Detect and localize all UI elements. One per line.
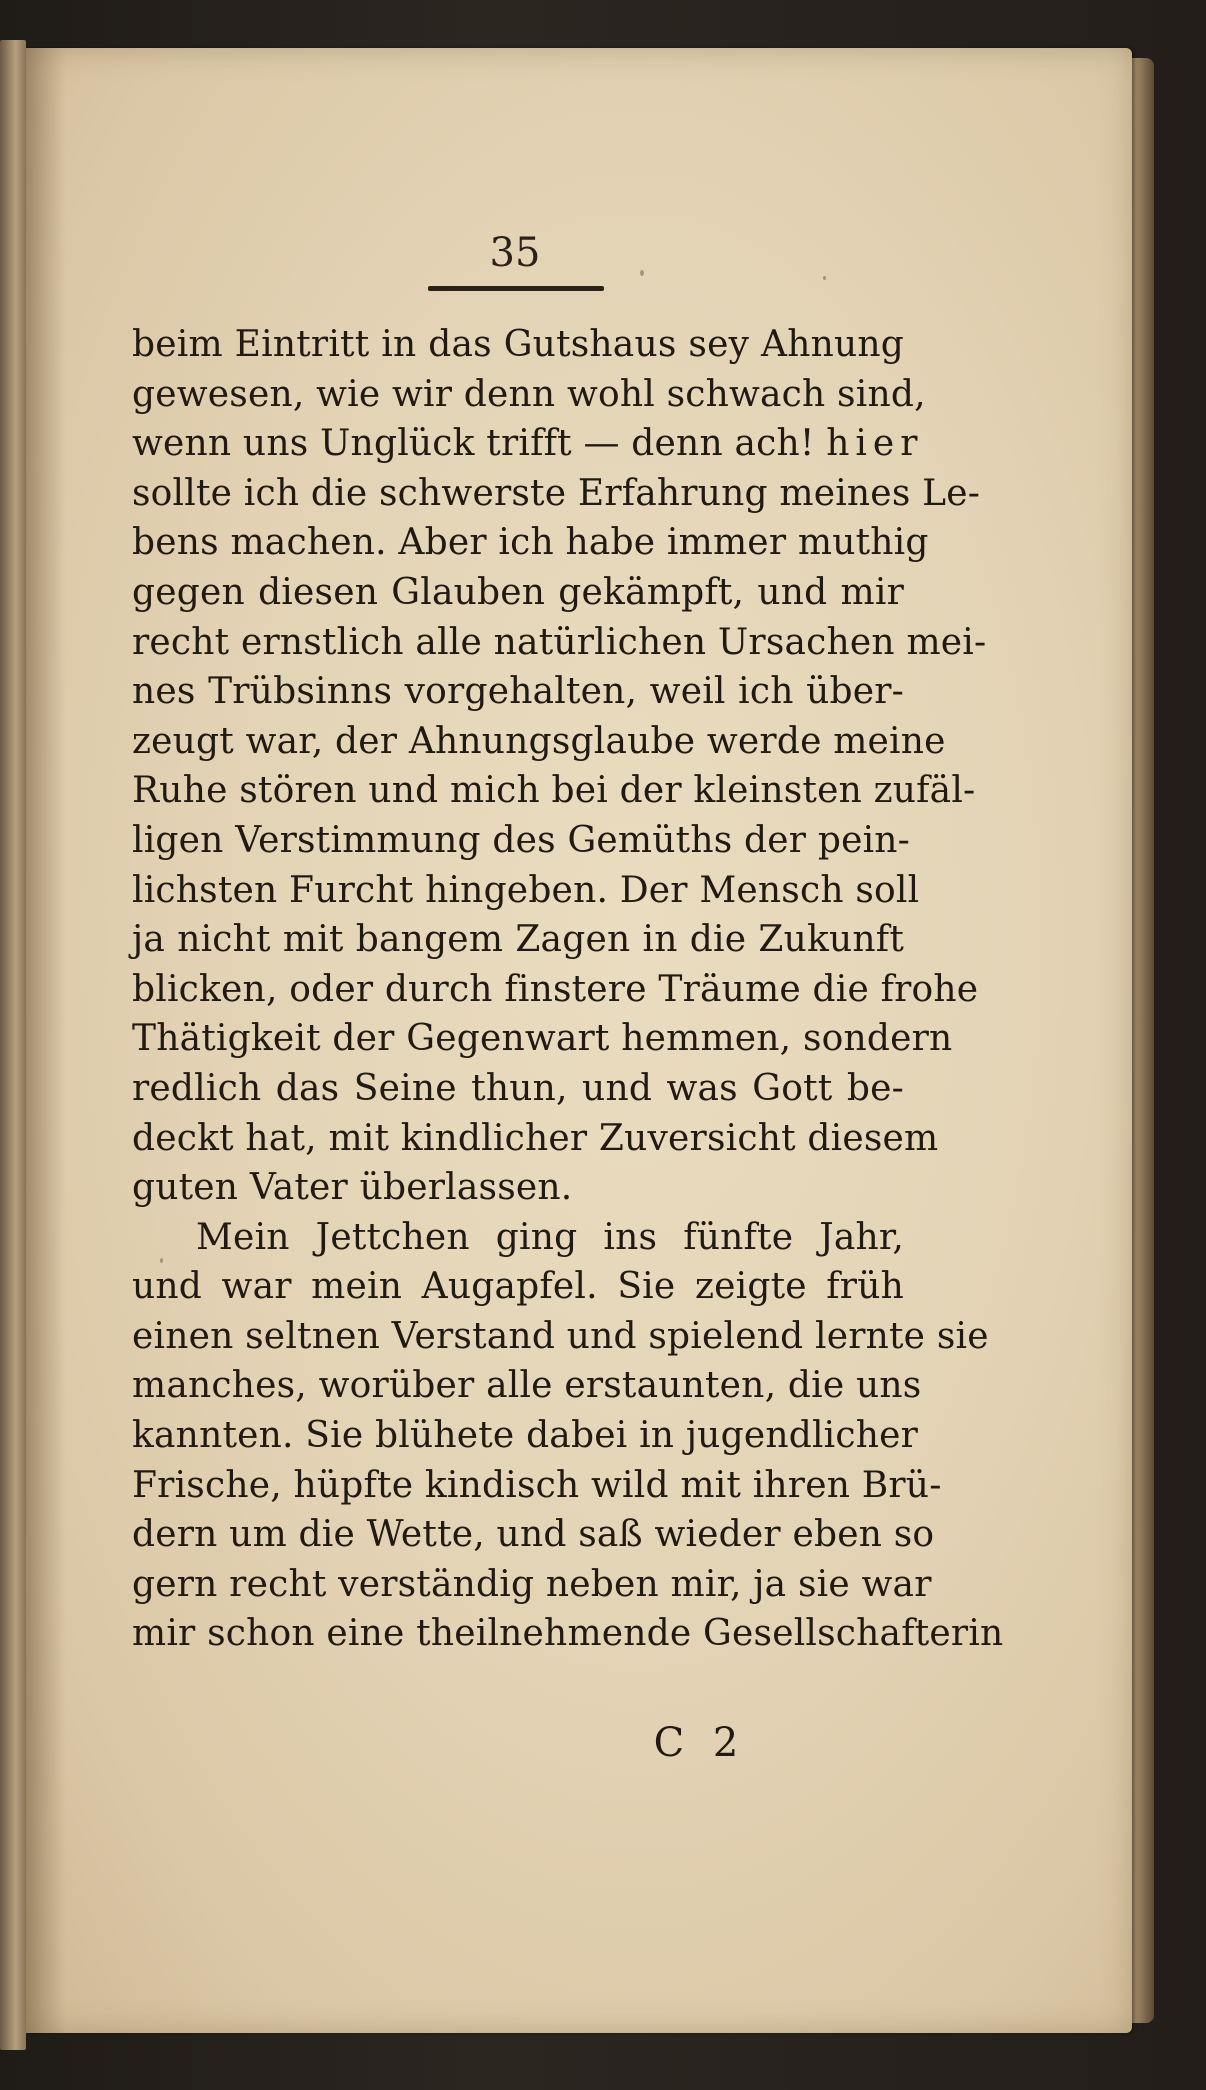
text-line: gegen diesen Glauben gekämpft, und mir: [132, 571, 904, 613]
text-line: wenn uns Unglück trifft — denn ach! hier: [132, 423, 924, 465]
facing-page-edge: [0, 40, 26, 2050]
text-line: Ruhe stören und mich bei der kleinsten zufäl-: [132, 770, 976, 812]
paragraph-end-line: guten Vater überlassen.: [132, 1167, 573, 1209]
text-line: redlich das Seine thun, und was Gott be-: [132, 1067, 904, 1109]
text-line: blicken, oder durch finstere Träume die frohe: [132, 968, 979, 1010]
text-line: gewesen, wie wir denn wohl schwach sind,: [132, 373, 926, 415]
body-text: [132, 320, 1004, 1659]
text-line: deckt hat, mit kindlicher Zuversicht diesem: [132, 1117, 939, 1159]
emphasized-word: hier: [826, 423, 924, 465]
text-line: kannten. Sie blühete dabei in jugendlicher: [132, 1415, 919, 1457]
page-number-rule: [428, 286, 604, 291]
text-line: dern um die Wette, und saß wieder eben so: [132, 1514, 935, 1556]
page-number: 35: [489, 230, 541, 276]
text-line: Frische, hüpfte kindisch wild mit ihren Brü-: [132, 1464, 942, 1506]
text-line: recht ernstlich alle natürlichen Ursachen mei-: [132, 621, 987, 663]
text-line: ligen Verstimmung des Gemüths der pein-: [132, 819, 911, 861]
text-line: lichsten Furcht hingeben. Der Mensch soll: [132, 869, 920, 911]
paper-speck: [640, 270, 644, 276]
text-line: nes Trübsinns vorgehalten, weil ich über-: [132, 671, 904, 713]
text-line: manches, worüber alle erstaunten, die uns: [132, 1365, 922, 1407]
text-line: zeugt war, der Ahnungsglaube werde meine: [132, 720, 946, 762]
text-line: sollte ich die schwerste Erfahrung meines Le-: [132, 472, 981, 514]
text-line: und war mein Augapfel. Sie zeigte früh: [132, 1266, 904, 1308]
text-line: einen seltnen Verstand und spielend lernte sie: [132, 1315, 989, 1357]
signature-mark: C 2: [653, 1720, 747, 1766]
paragraph-start-line: Mein Jettchen ging ins fünfte Jahr,: [196, 1216, 904, 1258]
text-line: Thätigkeit der Gegenwart hemmen, sondern: [132, 1018, 953, 1060]
gutter-shadow: [26, 48, 66, 2033]
paper-speck: [823, 276, 826, 280]
text-line: mir schon eine theilnehmende Gesellschafterin: [132, 1613, 1004, 1655]
text-line: beim Eintritt in das Gutshaus sey Ahnung: [132, 324, 904, 365]
text-line: gern recht verständig neben mir, ja sie war: [132, 1563, 932, 1605]
text-line: ja nicht mit bangem Zagen in die Zukunft: [132, 919, 904, 961]
text-line: bens machen. Aber ich habe immer muthig: [132, 522, 929, 564]
